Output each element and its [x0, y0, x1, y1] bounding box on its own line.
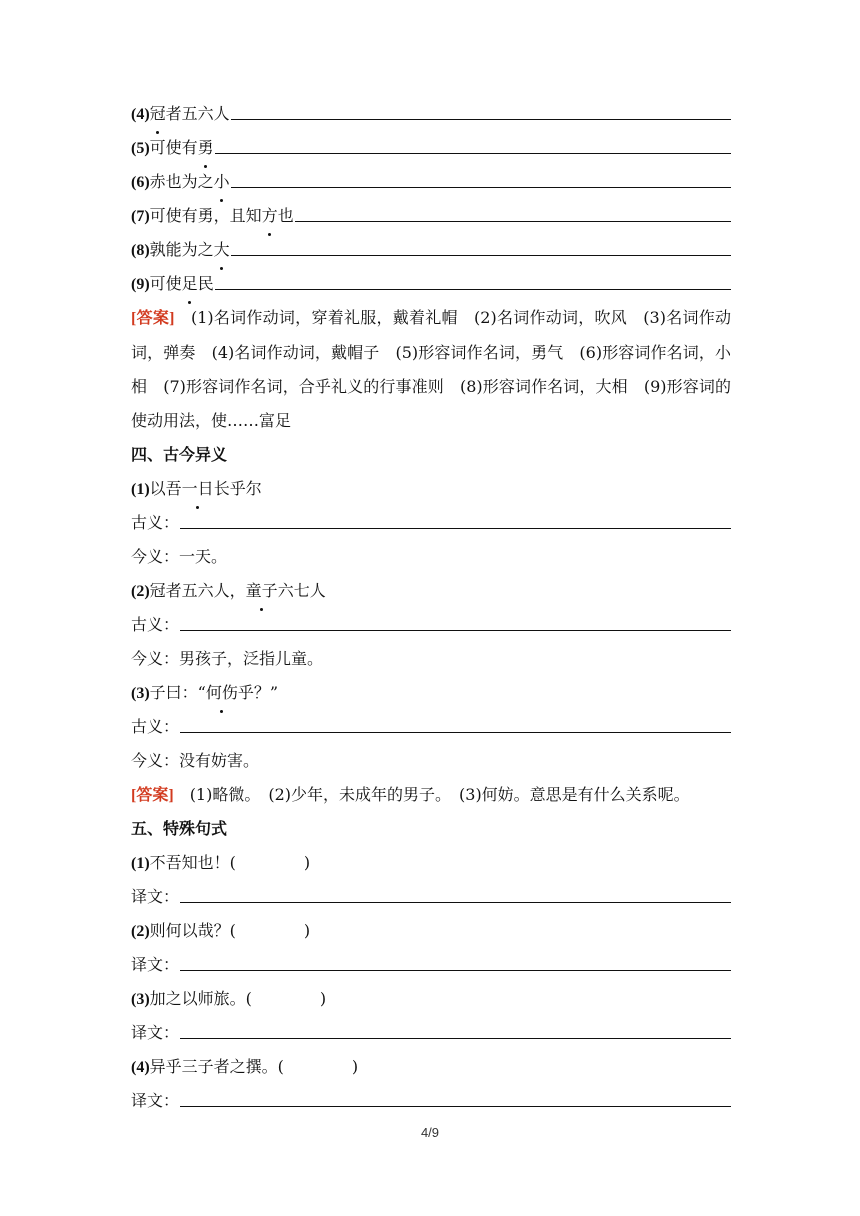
- answer-blank[interactable]: [231, 233, 731, 256]
- item-6: (6) 赤也为之 小: [131, 165, 731, 199]
- new-meaning-line: 今义：一天。: [131, 547, 228, 566]
- answer-tag: [答案]: [131, 787, 174, 804]
- item-7: (7) 可使有勇，且知 方 也: [131, 199, 731, 233]
- answer-blank[interactable]: [215, 131, 731, 154]
- translation-line: 译文：: [131, 1084, 731, 1118]
- item-4: (4) 冠 者五六人: [131, 97, 731, 131]
- gujin-item-2: (2) 冠者五六人， 童子 六七人: [131, 574, 731, 608]
- section-heading: 四、古今异义: [131, 445, 228, 464]
- answer-blank[interactable]: [180, 608, 731, 631]
- old-meaning-line: 古义：: [131, 506, 731, 540]
- old-meaning-line: 古义：: [131, 710, 731, 744]
- new-meaning-line: 今义：男孩子，泛指儿童。: [131, 649, 324, 668]
- gujin-item-3: (3) 子曰：“ 何伤 乎？”: [131, 676, 731, 710]
- answer-blank[interactable]: [231, 97, 731, 120]
- answer-blank[interactable]: [180, 710, 731, 733]
- answer-blank[interactable]: [215, 267, 731, 290]
- sentence-item-4: (4) 异乎三子者之撰。( ): [131, 1057, 359, 1076]
- sentence-item-1: (1) 不吾知也！( ): [131, 853, 311, 872]
- answer-tag: [答案]: [131, 310, 175, 327]
- old-meaning-line: 古义：: [131, 608, 731, 642]
- sentence-item-2: (2) 则何以哉？( ): [131, 921, 311, 940]
- answer-blank[interactable]: [180, 880, 731, 903]
- answer-blank[interactable]: [180, 1084, 731, 1107]
- item-9: (9) 可使 足 民: [131, 267, 731, 301]
- answer-text: (1)略微。 (2)少年，未成年的男子。 (3)何妨。意思是有什么关系呢。: [189, 785, 690, 804]
- gujin-item-1: (1) 以吾 一日 长乎尔: [131, 472, 731, 506]
- answer-blank[interactable]: [180, 1016, 731, 1039]
- answer-blank[interactable]: [180, 948, 731, 971]
- translation-line: 译文：: [131, 1016, 731, 1050]
- answer-blank[interactable]: [180, 506, 731, 529]
- answer-block-2: [131, 778, 731, 812]
- item-5: (5) 可使有 勇: [131, 131, 731, 165]
- section-heading: 五、特殊句式: [131, 819, 228, 838]
- answer-blank[interactable]: [295, 199, 731, 222]
- new-meaning-line: 今义：没有妨害。: [131, 751, 260, 770]
- item-text: 者五六人: [165, 104, 230, 123]
- item-8: (8) 孰能为之 大: [131, 233, 731, 267]
- answer-block-1: [131, 301, 731, 438]
- sentence-item-3: (3) 加之以师旅。( ): [131, 989, 327, 1008]
- translation-line: 译文：: [131, 948, 731, 982]
- answer-text: (1)名词作动词，穿着礼服，戴着礼帽 (2)名词作动词，吹风 (3)名词作动词，弹奏 (4)名词作动词，戴帽子 (5)形容词作名词，勇气 (6)形容词作名词，小相 (7)形容词作名词，合乎礼义的行事准则 (8)形容词作名词，大相 (9)形容词的使动用法，使……富足: [131, 308, 731, 430]
- page-number: 4/9: [420, 1125, 440, 1140]
- translation-line: 译文：: [131, 880, 731, 914]
- document-page: [131, 97, 731, 1118]
- answer-blank[interactable]: [231, 165, 731, 188]
